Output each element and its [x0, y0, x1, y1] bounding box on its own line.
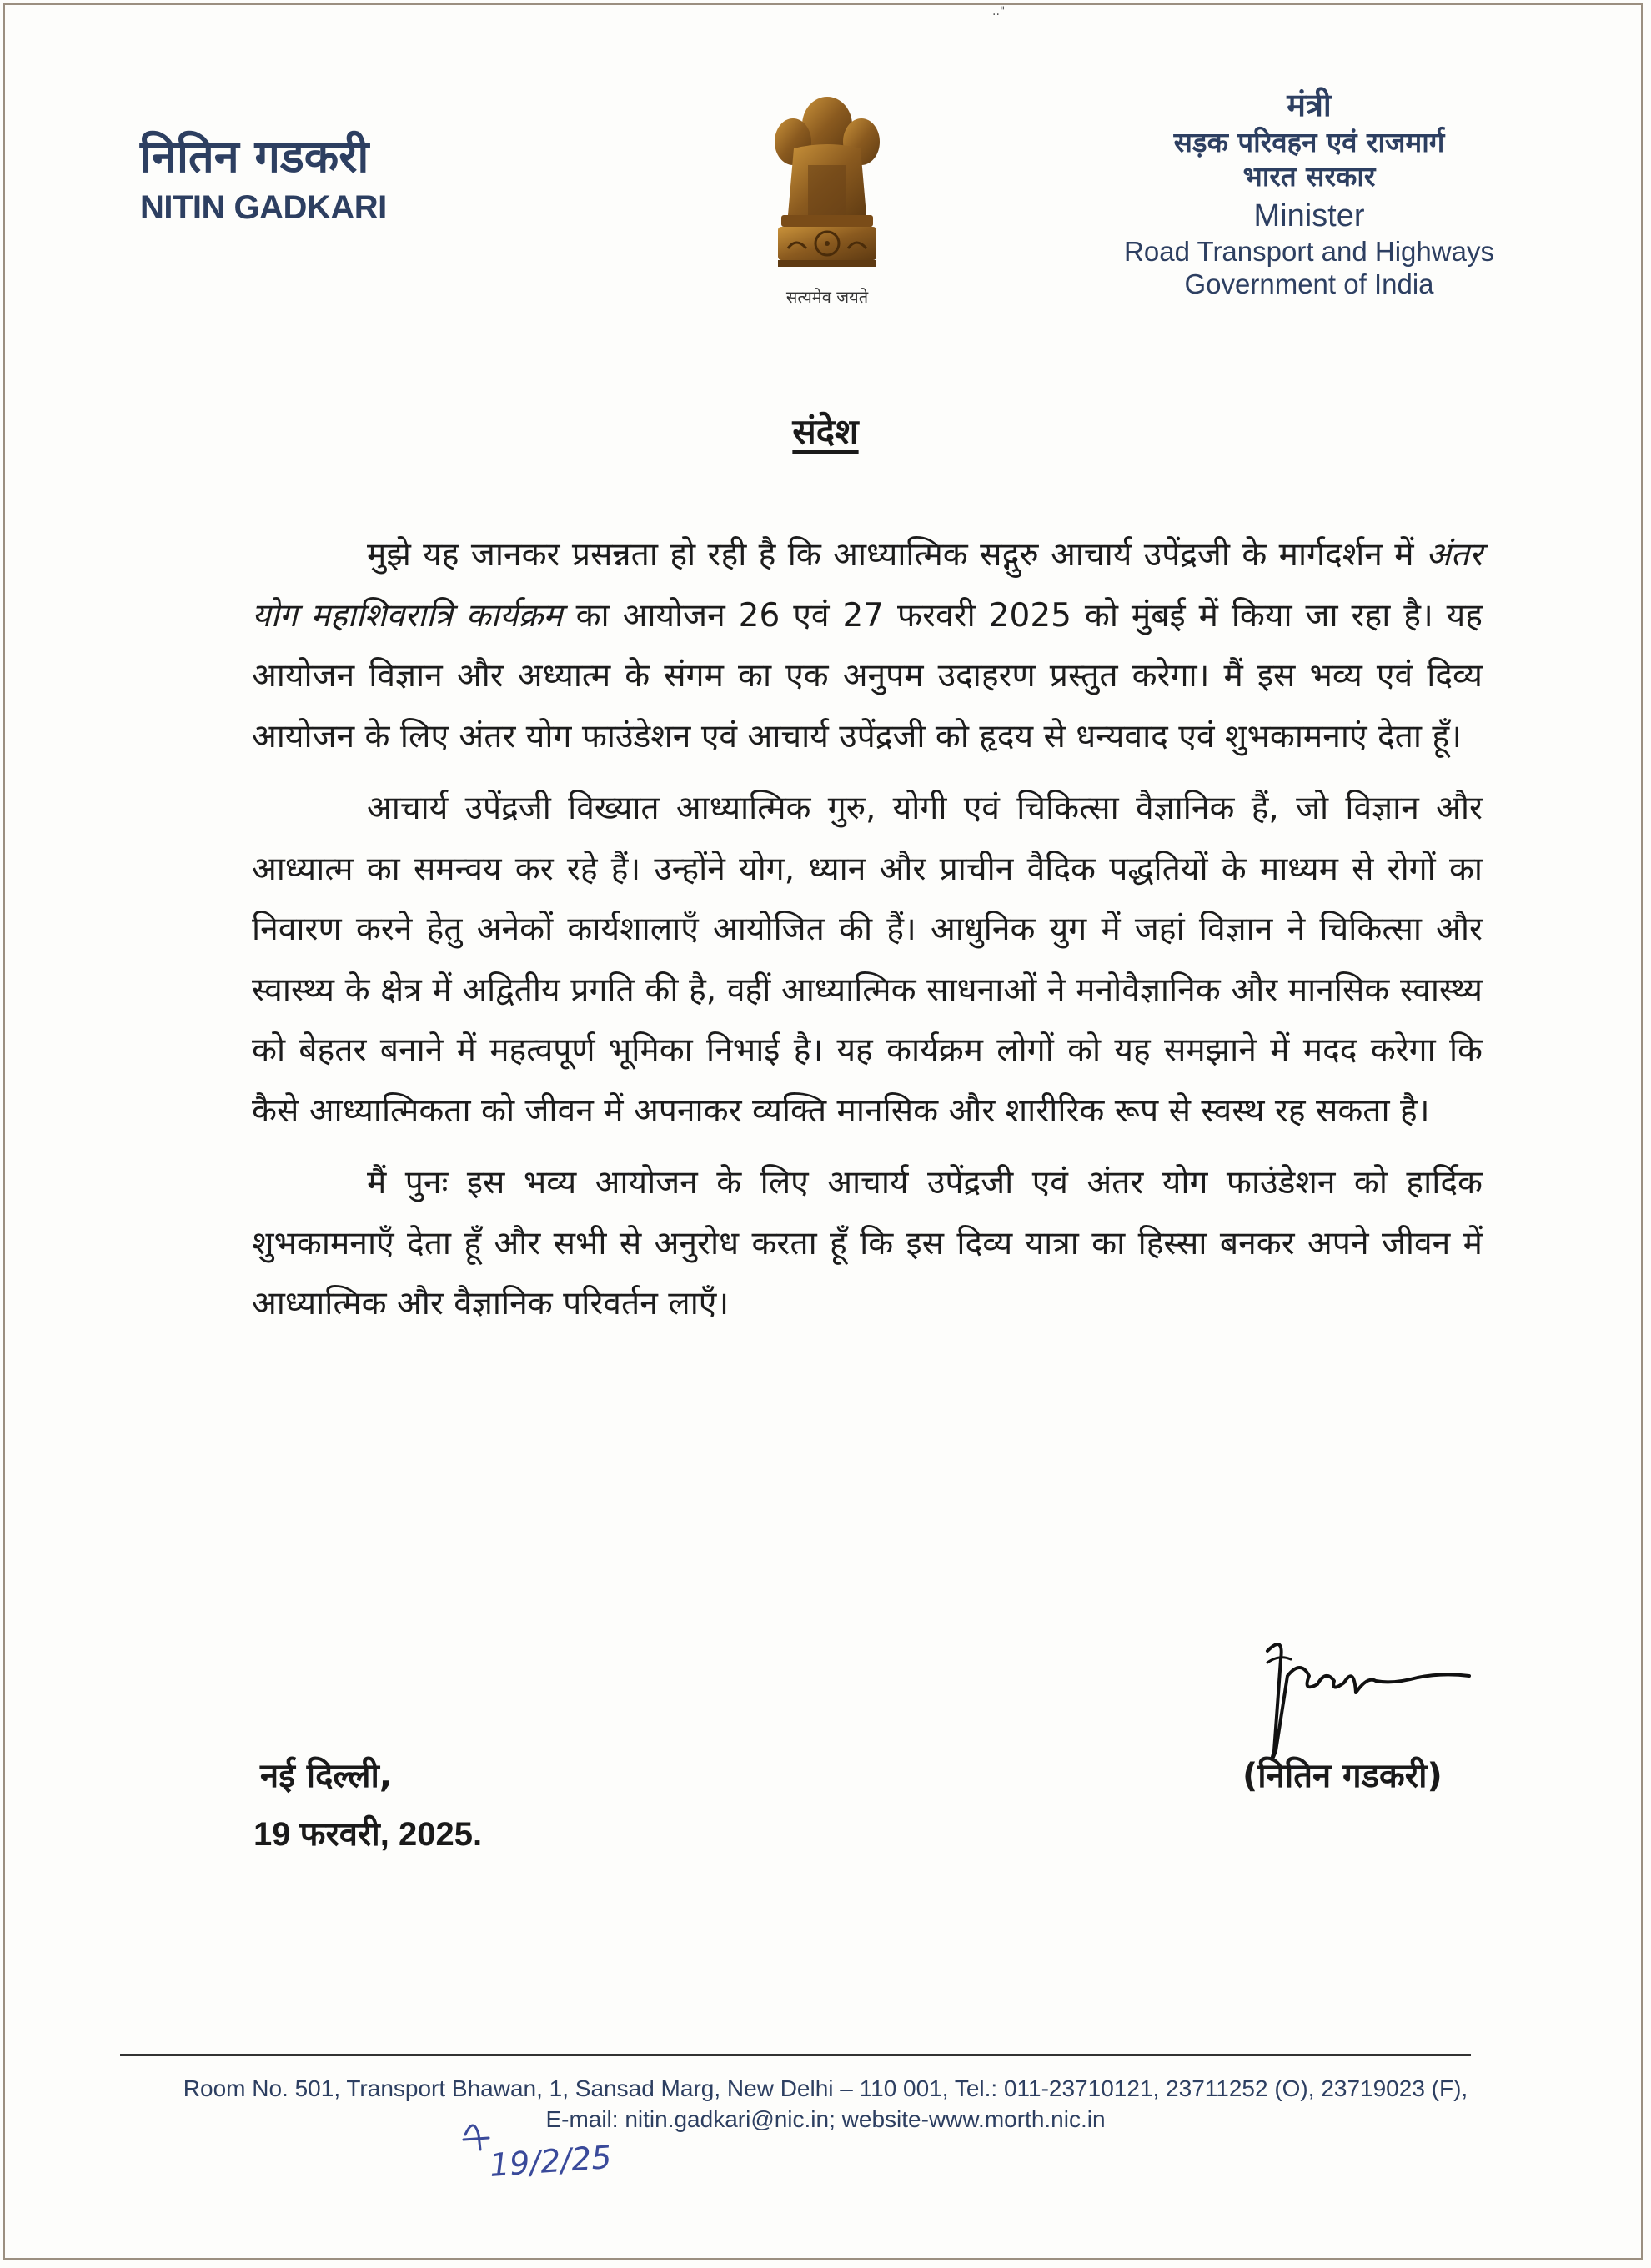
national-emblem	[752, 90, 902, 315]
scan-mark: .."	[992, 5, 1006, 18]
letter-body	[252, 525, 1483, 1347]
office-department-english: Road Transport and Highways	[1124, 235, 1494, 267]
lion-capital-icon	[756, 90, 898, 282]
office-department-hindi: सड़क परिवहन एवं राजमार्ग	[1173, 125, 1445, 158]
footer-address: Room No. 501, Transport Bhawan, 1, Sansad Marg, New Delhi – 110 001, Tel.: 011-23710121, 23711252 (O), 23719023 (F),	[183, 2075, 1468, 2101]
event-name: अंतर योग महाशिवरात्रि कार्यक्रम	[252, 536, 1483, 635]
signatory-name: (नितिन गडकरी)	[1242, 1757, 1443, 1795]
motto: सत्यमेव जयते	[785, 287, 869, 307]
place: नई दिल्ली,	[260, 1757, 393, 1795]
paragraph-1	[252, 525, 1483, 767]
name-english: NITIN GADKARI	[140, 188, 387, 226]
office-title-english: Minister	[1253, 198, 1365, 234]
office-designation	[1084, 87, 1534, 301]
signature	[1251, 1626, 1484, 1768]
paragraph-3: मैं पुनः इस भव्य आयोजन के लिए आचार्य उपेंद्रजी एवं अंतर योग फाउंडेशन को हार्दिक शुभकामनाएँ देता हूँ और सभी से अनुरोध करता हूँ कि इस दिव्य यात्रा का हिस्सा बनकर अपने जीवन में आध्यात्मिक और वैज्ञानिक परिवर्तन लाएँ।	[252, 1164, 1483, 1322]
office-government-english: Government of India	[1184, 268, 1434, 300]
letterhead-name	[140, 130, 387, 227]
footer-divider	[120, 2054, 1471, 2056]
receipt-date: 19/2/25	[488, 2138, 613, 2184]
office-government-hindi: भारत सरकार	[1242, 159, 1376, 193]
paragraph-1-end: का आयोजन 26 एवं 27 फरवरी 2025 को मुंबई में किया जा रहा है। यह आयोजन विज्ञान और अध्यात्म के संगम का एक अनुपम उदाहरण प्रस्तुत करेगा। मैं इस भव्य एवं दिव्य आयोजन के लिए अंतर योग फाउंडेशन एवं आचार्य उपेंद्रजी को हृदय से धन्यवाद एवं शुभकामनाएं देता हूँ।	[252, 596, 1483, 755]
handwritten-receipt-note	[457, 2110, 674, 2193]
name-hindi: नितिन गडकरी	[140, 130, 369, 183]
office-title-hindi: मंत्री	[1287, 87, 1332, 123]
paragraph-2: आचार्य उपेंद्रजी विख्यात आध्यात्मिक गुरु, योगी एवं चिकित्सा वैज्ञानिक हैं, जो विज्ञान और आध्यात्म का समन्वय कर रहे हैं। उन्होंने योग, ध्यान और प्राचीन वैदिक पद्धतियों के माध्यम से रोगों का निवारण करने हेतु अनेकों कार्यशालाएँ आयोजित की हैं। आधुनिक युग में जहां विज्ञान ने चिकित्सा और स्वास्थ्य के क्षेत्र में अद्वितीय प्रगति की है, वहीं आध्यात्मिक साधनाओं ने मनोवैज्ञानिक और मानसिक स्वास्थ्य को बेहतर बनाने में महत्वपूर्ण भूमिका निभाई है। यह कार्यक्रम लोगों को यह समझाने में मदद करेगा कि कैसे आध्यात्मिकता को जीवन में अपनाकर व्यक्ति मानसिक और शारीरिक रूप से स्वस्थ रह सकता है।	[252, 790, 1483, 1130]
paragraph-1-start: मुझे यह जानकर प्रसन्नता हो रही है कि आध्यात्मिक सद्गुरु आचार्य उपेंद्रजी के मार्गदर्शन में	[367, 536, 1427, 574]
footer-contact: E-mail: nitin.gadkari@nic.in; website-www.morth.nic.in	[545, 2106, 1106, 2132]
letter-date: 19 फरवरी, 2025.	[253, 1816, 483, 1853]
letter-heading: संदेश	[792, 411, 859, 452]
